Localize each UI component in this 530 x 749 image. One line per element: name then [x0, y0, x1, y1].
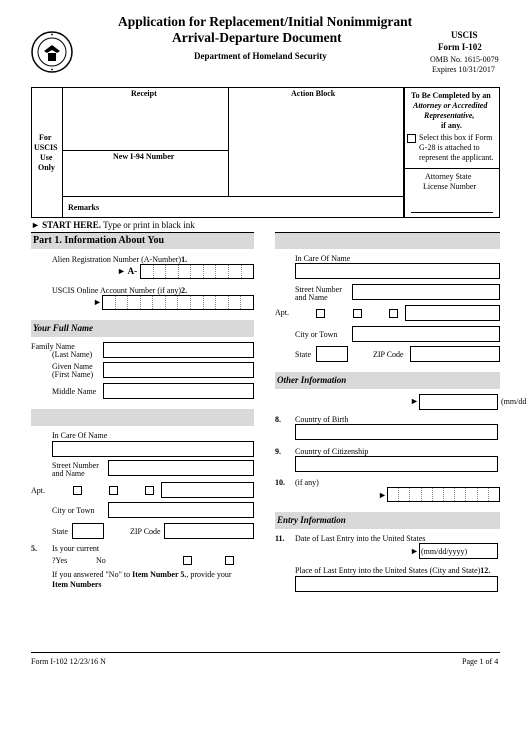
family-name-input[interactable] — [103, 342, 254, 358]
street-number-label: Street Number — [52, 461, 99, 470]
form-title-line1: Application for Replacement/Initial Nonimmigrant — [118, 14, 413, 29]
right-apt-number-input[interactable] — [405, 305, 500, 321]
given-name-label: Given Name — [52, 362, 93, 371]
page-number: Page 1 of 4 — [462, 657, 499, 666]
g28-text2: G-28 is attached to — [419, 143, 480, 152]
uscis-online-label: USCIS Online Account Number (if any)2. — [52, 286, 188, 295]
street-input[interactable] — [108, 460, 254, 476]
uscis-online-arrow: ► — [93, 297, 102, 307]
country-citizenship-input[interactable] — [295, 456, 498, 472]
form-number: Form I-102 — [438, 42, 482, 52]
entry-info-heading: Entry Information — [277, 515, 346, 525]
attorney-line3: Representative, — [424, 111, 475, 120]
date-last-entry-format: (mm/dd/yyyy) — [421, 547, 468, 556]
item10-number: 10. — [275, 478, 285, 487]
middle-name-label: Middle Name — [52, 387, 97, 396]
g28-checkbox[interactable] — [407, 134, 416, 143]
omb-number: OMB No. 1615-0079 — [430, 55, 499, 64]
item5-no-label: No — [96, 556, 106, 565]
item10-arrow: ► — [378, 490, 387, 500]
right-state-label: State — [295, 350, 311, 359]
in-care-of-input[interactable] — [52, 441, 254, 457]
other-info-heading: Other Information — [277, 375, 347, 385]
city-input[interactable] — [108, 502, 254, 518]
uscis-label: USCIS — [34, 143, 58, 152]
action-block-label: Action Block — [291, 89, 336, 98]
a-number-prefix: ► A- — [117, 266, 138, 276]
form-title-line2: Arrival-Departure Document — [172, 30, 342, 45]
item10-if-any: (if any) — [295, 478, 319, 487]
zip-input[interactable] — [164, 523, 254, 539]
for-label: For — [39, 133, 52, 142]
in-care-of-label: In Care Of Name — [52, 431, 108, 440]
a-number-input[interactable] — [140, 264, 254, 279]
place-last-entry-label: Place of Last Entry into the United States (City and State)12. — [295, 566, 491, 575]
right-city-label: City or Town — [295, 330, 338, 339]
item9-number: 9. — [275, 447, 281, 456]
your-full-name-heading: Your Full Name — [33, 323, 94, 333]
right-city-input[interactable] — [352, 326, 500, 342]
right-in-care-of-label: In Care Of Name — [295, 254, 351, 263]
right-street-input[interactable] — [352, 284, 500, 300]
zip-label: ZIP Code — [130, 527, 161, 536]
part1-title: Part 1. Information About You — [33, 235, 165, 246]
first-name-label: (First Name) — [52, 370, 94, 379]
item5-number: 5. — [31, 544, 37, 553]
given-name-input[interactable] — [103, 362, 254, 378]
only-label: Only — [38, 163, 55, 172]
right-zip-input[interactable] — [410, 346, 500, 362]
country-birth-label: Country of Birth — [295, 415, 349, 424]
item5-no-checkbox[interactable] — [225, 556, 234, 565]
passport-number-input[interactable] — [387, 487, 500, 502]
apt-checkbox[interactable] — [73, 486, 82, 495]
ste-checkbox[interactable] — [109, 486, 118, 495]
g28-text1: Select this box if Form — [419, 133, 493, 142]
dhs-seal — [31, 31, 73, 73]
uscis-online-input[interactable] — [102, 295, 254, 310]
uscis-use-only-box — [31, 87, 404, 218]
item11-arrow: ► — [410, 546, 419, 556]
attorney-license-field[interactable] — [411, 212, 493, 213]
right-flr-checkbox[interactable] — [389, 309, 398, 318]
item-numbers-text: Item Numbers — [52, 580, 102, 589]
right-state-select[interactable] — [316, 346, 348, 362]
flr-checkbox[interactable] — [145, 486, 154, 495]
country-birth-input[interactable] — [295, 424, 498, 440]
country-citizenship-label: Country of Citizenship — [295, 447, 369, 456]
state-select[interactable] — [72, 523, 104, 539]
right-apt-label: Apt. — [275, 308, 289, 317]
item11-number: 11. — [275, 534, 285, 543]
family-name-label: Family Name — [31, 342, 75, 351]
attorney-line1: To Be Completed by an — [411, 91, 491, 100]
item8-number: 8. — [275, 415, 281, 424]
item5-yes-checkbox[interactable] — [183, 556, 192, 565]
right-in-care-of-input[interactable] — [295, 263, 500, 279]
g28-text3: represent the applicant. — [419, 153, 494, 162]
state-label: State — [52, 527, 68, 536]
attorney-line4: if any. — [441, 121, 462, 130]
item5-question: Is your current — [52, 544, 100, 553]
item7-arrow: ► — [410, 396, 419, 406]
right-street-label: Street Number — [295, 285, 342, 294]
right-ste-checkbox[interactable] — [353, 309, 362, 318]
agency-name: USCIS — [451, 30, 478, 40]
right-zip-label: ZIP Code — [373, 350, 404, 359]
date-last-entry-label: Date of Last Entry into the United States — [295, 534, 426, 543]
item5-yes-label: ?Yes — [52, 556, 68, 565]
license-number-label: License Number — [423, 182, 477, 191]
middle-name-input[interactable] — [103, 383, 254, 399]
right-and-name-label: and Name — [295, 293, 328, 302]
if-no-instruction: If you answered "No" to Item Number 5., provide your — [52, 570, 232, 579]
receipt-label: Receipt — [131, 89, 157, 98]
department-name: Department of Homeland Security — [194, 51, 327, 61]
new-i94-label: New I-94 Number — [113, 152, 175, 161]
remarks-label: Remarks — [68, 203, 100, 212]
a-number-label: Alien Registration Number (A-Number)1. — [52, 255, 188, 264]
apt-label: Apt. — [31, 486, 45, 495]
right-apt-checkbox[interactable] — [316, 309, 325, 318]
and-name-label: and Name — [52, 469, 85, 478]
attorney-state-label: Attorney State — [425, 172, 472, 181]
date-of-birth-input[interactable] — [419, 394, 498, 410]
city-town-label: City or Town — [52, 506, 95, 515]
attorney-line2: Attorney or Accredited — [413, 101, 488, 110]
start-here: ► START HERE. Type or print in black ink — [31, 220, 195, 230]
apt-number-input[interactable] — [161, 482, 254, 498]
expiration-date: Expires 10/31/2017 — [432, 65, 495, 74]
use-label: Use — [40, 153, 53, 162]
footer-form-id: Form I-102 12/23/16 N — [31, 657, 106, 666]
place-last-entry-input[interactable] — [295, 576, 498, 592]
last-name-label: (Last Name) — [52, 350, 93, 359]
item7-format: (mm/dd — [501, 397, 527, 406]
